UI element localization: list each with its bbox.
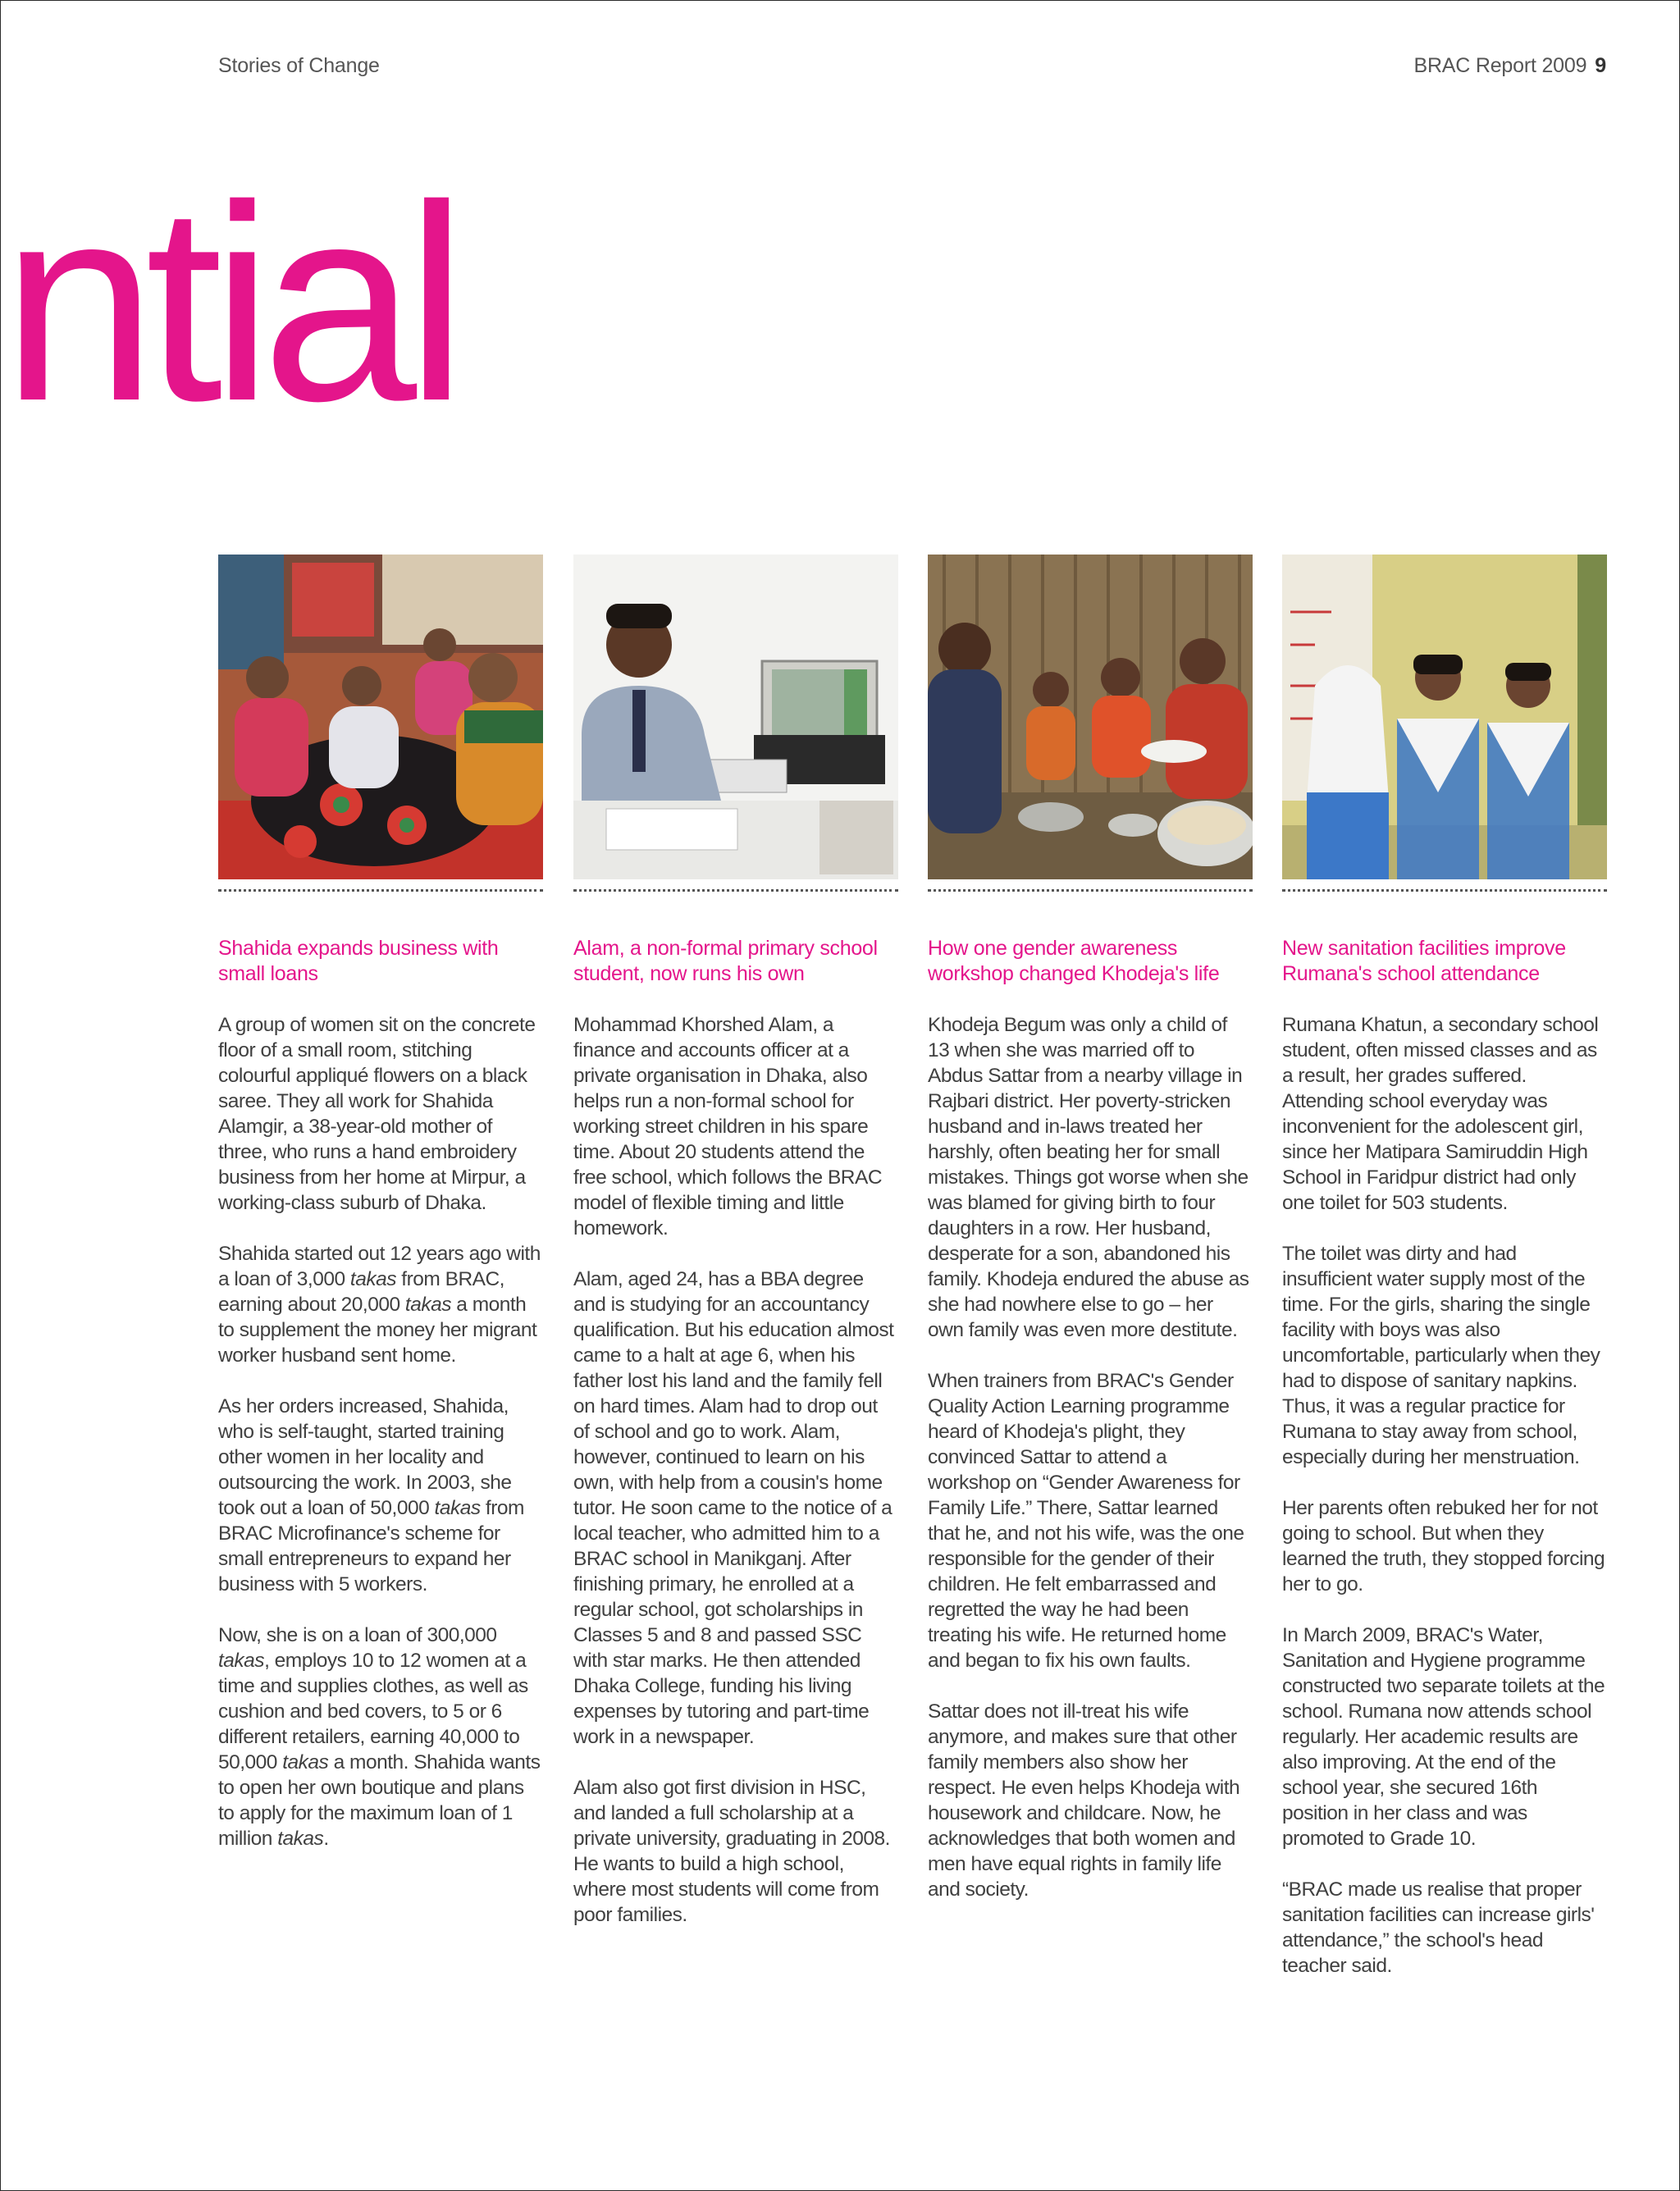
photo-man-at-desk bbox=[573, 555, 898, 879]
dotted-divider bbox=[573, 889, 898, 892]
story-paragraph: Alam also got first division in HSC, and landed a full scholarship at a private university, graduating in 2008. He wants to build a high school, where most students will come from poor families. bbox=[573, 1777, 890, 1926]
story-body bbox=[218, 1012, 543, 1851]
story-heading: Shahida expands business with small loans bbox=[218, 937, 499, 985]
dotted-divider bbox=[1282, 889, 1607, 892]
story-paragraph: Khodeja Begum was only a child of 13 when she was married off to Abdus Sattar from a nearby village in Rajbari district. Her poverty-stricken husband and in-laws treated her harshly, often beating her for small mistakes. Things got worse when she was blamed for giving birth to four daughters in a row. Her husband, desperate for a son, abandoned his family. Khodeja endured the abuse as she had nowhere else to go – her own family was even more destitute. bbox=[928, 1014, 1249, 1341]
story-paragraph: In March 2009, BRAC's Water, Sanitation and Hygiene programme constructed two separate toilets at the school. Rumana now attends school regularly. Her academic results are also improving. At the end of the school year, she secured 16th position in her class and was promoted to Grade 10. bbox=[1282, 1624, 1605, 1850]
dotted-divider bbox=[928, 889, 1253, 892]
story-paragraph: Sattar does not ill-treat his wife anymore, and makes sure that other family members also show her respect. He even helps Khodeja with housework and childcare. Now, he acknowledges that both women and men have equal rights in family life and society. bbox=[928, 1700, 1240, 1901]
page-number: 9 bbox=[1595, 54, 1606, 77]
italic-term: takas bbox=[349, 1268, 396, 1290]
story-paragraph: Shahida started out 12 years ago with a loan of 3,000 takas from BRAC, earning about 20,000 takas a month to supplement the money her migrant worker husband sent home. bbox=[218, 1243, 541, 1367]
story-heading: New sanitation facilities improve Rumana's school attendance bbox=[1282, 937, 1566, 985]
story-paragraph: A group of women sit on the concrete floor of a small room, stitching colourful appliqué flowers on a black saree. They all work for Shahida Alamgir, a 38-year-old mother of three, who runs a hand embroidery business from her home at Mirpur, a working-class suburb of Dhaka. bbox=[218, 1014, 536, 1214]
italic-term: takas bbox=[434, 1497, 481, 1519]
italic-term: takas bbox=[282, 1751, 329, 1773]
dotted-divider bbox=[218, 889, 543, 892]
story-paragraph: Alam, aged 24, has a BBA degree and is studying for an accountancy qualification. But his education almost came to a halt at age 6, when his father lost his land and the family fell on hard times. Alam had to drop out of school and go to work. Alam, however, continued to learn on his own, with help from a cousin's home tutor. He soon came to the notice of a local teacher, who admitted him to a BRAC school in Manikganj. After finishing primary, he enrolled at a regular school, got scholarships in Classes 5 and 8 and passed SSC with star marks. He then attended Dhaka College, funding his living expenses by tutoring and part-time work in a newspaper. bbox=[573, 1268, 894, 1748]
story-paragraph: “BRAC made us realise that proper sanitation facilities can increase girls' attendance,” the school's head teacher said. bbox=[1282, 1878, 1595, 1977]
story-column-shahida bbox=[218, 555, 543, 1851]
photo-schoolgirls bbox=[1282, 555, 1607, 879]
story-paragraph: As her orders increased, Shahida, who is self-taught, started training other women in her locality and outsourcing the work. In 2003, she took out a loan of 50,000 takas from BRAC Microfinance's scheme for small entrepreneurs to expand her business with 5 workers. bbox=[218, 1395, 524, 1595]
story-paragraph: Her parents often rebuked her for not going to school. But when they learned the truth, they stopped forcing her to go. bbox=[1282, 1497, 1605, 1595]
story-heading: Alam, a non-formal primary school student, now runs his own bbox=[573, 937, 878, 985]
story-body bbox=[573, 1012, 898, 1928]
story-paragraph: The toilet was dirty and had insufficient water supply most of the time. For the girls, sharing the single facility with boys was also uncomfortable, particularly when they had to dispose of sanitary napkins. Thus, it was a regular practice for Rumana to stay away from school, especially during her menstruation. bbox=[1282, 1243, 1600, 1468]
italic-term: takas bbox=[277, 1828, 324, 1850]
photo-family-meal bbox=[928, 555, 1253, 879]
story-body bbox=[928, 1012, 1253, 1902]
story-column-khodeja bbox=[928, 555, 1253, 1902]
italic-term: takas bbox=[218, 1650, 265, 1672]
report-title: BRAC Report 2009 bbox=[1413, 54, 1587, 77]
section-title: Stories of Change bbox=[218, 54, 380, 77]
photo-women-embroidery bbox=[218, 555, 543, 879]
report-header bbox=[1413, 54, 1606, 78]
story-paragraph: Now, she is on a loan of 300,000 takas, employs 10 to 12 women at a time and supplies clothes, as well as cushion and bed covers, to 5 or 6 different retailers, earning 40,000 to 50,000 takas a month. Shahida wants to open her own boutique and plans to apply for the maximum loan of 1 million takas. bbox=[218, 1624, 541, 1850]
story-column-rumana bbox=[1282, 555, 1607, 1979]
story-column-alam bbox=[573, 555, 898, 1928]
story-paragraph: Mohammad Khorshed Alam, a finance and accounts officer at a private organisation in Dhaka, also helps run a non-formal school for working street children in his spare time. About 20 students attend the free school, which follows the BRAC model of flexible timing and little homework. bbox=[573, 1014, 883, 1239]
big-title: ntial bbox=[2, 148, 456, 459]
story-paragraph: Rumana Khatun, a secondary school student, often missed classes and as a result, her grades suffered. Attending school everyday was inconvenient for the adolescent girl, since her Matipara Samiruddin High School in Faridpur district had only one toilet for 503 students. bbox=[1282, 1014, 1599, 1214]
story-paragraph: When trainers from BRAC's Gender Quality Action Learning programme heard of Khodeja's plight, they convinced Sattar to attend a workshop on “Gender Awareness for Family Life.” There, Sattar learned that he, and not his wife, was the one responsible for the gender of their children. He felt embarrassed and regretted the way he had been treating his wife. He returned home and began to fix his own faults. bbox=[928, 1370, 1244, 1672]
story-heading: How one gender awareness workshop changed Khodeja's life bbox=[928, 937, 1220, 985]
italic-term: takas bbox=[404, 1294, 451, 1316]
story-body bbox=[1282, 1012, 1607, 1979]
